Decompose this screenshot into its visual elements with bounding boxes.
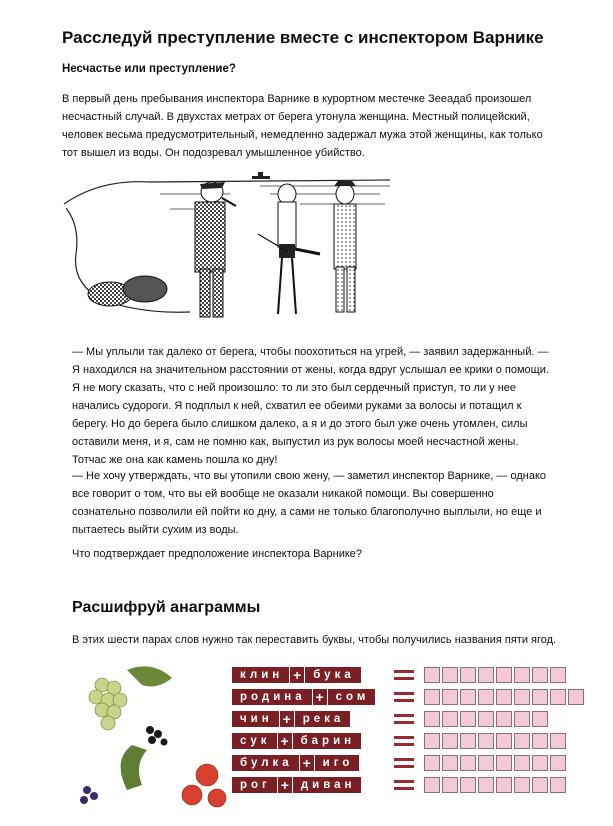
answer-cell[interactable] — [532, 667, 548, 683]
equals-sign — [394, 779, 416, 791]
anagram-word-2: барин — [293, 733, 362, 749]
plus-sign: + — [299, 755, 315, 771]
answer-cell[interactable] — [424, 777, 440, 793]
anagram-word-1: чин — [232, 711, 279, 727]
equals-sign — [394, 691, 416, 703]
answer-cell[interactable] — [496, 733, 512, 749]
anagram-word-1: рог — [232, 777, 277, 793]
plus-sign: + — [277, 733, 293, 749]
answer-cell[interactable] — [532, 689, 548, 705]
answer-cell[interactable] — [442, 689, 458, 705]
answer-cell[interactable] — [514, 733, 530, 749]
anagram-word-2: диван — [293, 777, 362, 793]
plus-sign: + — [289, 667, 305, 683]
plus-sign: + — [279, 711, 295, 727]
answer-cell[interactable] — [460, 667, 476, 683]
answer-cell[interactable] — [514, 777, 530, 793]
answer-cell[interactable] — [550, 689, 566, 705]
equals-sign — [394, 735, 416, 747]
answer-cell[interactable] — [442, 777, 458, 793]
answer-cell[interactable] — [478, 733, 494, 749]
answer-cell[interactable] — [514, 689, 530, 705]
answer-cell[interactable] — [532, 755, 548, 771]
anagram-row — [232, 667, 361, 683]
anagram-word-1: родина — [232, 689, 312, 705]
anagram-row — [232, 689, 375, 705]
beach-scene-illustration — [60, 164, 390, 334]
towel-bundle — [88, 276, 167, 306]
answer-cell[interactable] — [550, 667, 566, 683]
answer-cell[interactable] — [478, 755, 494, 771]
answer-cell[interactable] — [478, 711, 494, 727]
answer-cells — [424, 711, 550, 727]
answer-cell[interactable] — [442, 733, 458, 749]
equals-sign — [394, 669, 416, 681]
answer-cells — [424, 777, 568, 793]
answer-cell[interactable] — [478, 667, 494, 683]
answer-cells — [424, 689, 586, 705]
answer-cells — [424, 667, 568, 683]
answer-cell[interactable] — [460, 777, 476, 793]
answer-cell[interactable] — [550, 777, 566, 793]
anagram-word-2: бука — [305, 667, 361, 683]
answer-cell[interactable] — [496, 689, 512, 705]
answer-cell[interactable] — [424, 733, 440, 749]
story-question: Что подтверждает предположение инспектора Варнике? — [72, 548, 363, 560]
anagram-word-2: иго — [315, 755, 360, 771]
anagram-row — [232, 733, 361, 749]
answer-cell[interactable] — [496, 755, 512, 771]
anagram-row — [232, 755, 359, 771]
answer-cell[interactable] — [514, 711, 530, 727]
answer-cell[interactable] — [550, 755, 566, 771]
berries-illustration — [72, 650, 232, 820]
answer-cell[interactable] — [496, 667, 512, 683]
equals-sign — [394, 757, 416, 769]
anagram-row — [232, 711, 350, 727]
anagram-row — [232, 777, 361, 793]
anagram-word-1: клин — [232, 667, 289, 683]
answer-cell[interactable] — [460, 711, 476, 727]
answer-cell[interactable] — [424, 667, 440, 683]
plus-sign: + — [312, 689, 328, 705]
figure-inspector — [195, 182, 236, 317]
section-subtitle: Несчастье или преступление? — [62, 63, 236, 75]
answer-cell[interactable] — [460, 755, 476, 771]
answer-cell[interactable] — [424, 689, 440, 705]
story-paragraph-1: В первый день пребывания инспектора Варнике в курортном местечке Зеeадаб произошел несчастный случай. В двухстах метрах от берега утонула женщина. Местный полицейский, человек весьма предусмотрительный, немедленно задержал мужа этой женщины, как только тот вышел из воды. Он подозревал умышленное убийство. — [62, 93, 543, 159]
equals-sign — [394, 713, 416, 725]
answer-cell[interactable] — [496, 711, 512, 727]
answer-cell[interactable] — [442, 755, 458, 771]
story-paragraph-3: — Не хочу утверждать, что вы утопили свою жену, — заметил инспектор Варнике, — однако все говорит о том, что вы ей вообще не оказали никакой помощи. Вы совершенно сознательно позволили ей пойти ко дну, а сами не только благополучно выплыли, но еще и пытаетесь выйти сухим из воды. — [72, 470, 547, 536]
plus-sign: + — [277, 777, 293, 793]
answer-cell[interactable] — [514, 755, 530, 771]
answer-cell[interactable] — [424, 755, 440, 771]
answer-cell[interactable] — [478, 689, 494, 705]
answer-cell[interactable] — [514, 667, 530, 683]
answer-cell[interactable] — [442, 711, 458, 727]
answer-cell[interactable] — [532, 711, 548, 727]
anagram-word-1: сук — [232, 733, 277, 749]
answer-cell[interactable] — [460, 689, 476, 705]
answer-cell[interactable] — [460, 733, 476, 749]
answer-cell[interactable] — [424, 711, 440, 727]
figure-husband — [258, 184, 320, 314]
anagram-word-2: сом — [328, 689, 376, 705]
anagram-word-2: река — [295, 711, 351, 727]
anagram-heading: Расшифруй анаграммы — [72, 599, 261, 616]
story-paragraph-2: — Мы уплыли так далеко от берега, чтобы поохотиться на угрей, — заявил задержанный. — Я находился на значительном расстоянии от жены, когда вдруг услышал ее крики о помощи. Я не могу сказать, что с ней произошло: то ли это был сердечный приступ, то ли у нее начались судороги. Я подплыл к ней, схватил ее обеими руками за волосы и потащил к берегу. Но до берега было слишком далеко, а я и до этого был уже очень утомлен, силы оставили меня, и я, сам не помню как, выпустил из рук волосы моей несчастной жены. Тотчас же она как камень пошла ко дну! — [72, 346, 549, 466]
answer-cell[interactable] — [442, 667, 458, 683]
answer-cell[interactable] — [550, 733, 566, 749]
answer-cells — [424, 755, 568, 771]
answer-cell[interactable] — [568, 689, 584, 705]
answer-cell[interactable] — [478, 777, 494, 793]
answer-cells — [424, 733, 568, 749]
answer-cell[interactable] — [532, 733, 548, 749]
anagram-intro: В этих шести парах слов нужно так переставить буквы, чтобы получились названия пяти ягод. — [72, 634, 557, 646]
anagram-word-1: булка — [232, 755, 299, 771]
answer-cell[interactable] — [532, 777, 548, 793]
page-title: Расследуй преступление вместе с инспектором Варнике — [62, 28, 544, 47]
figure-policeman — [334, 181, 356, 312]
answer-cell[interactable] — [496, 777, 512, 793]
